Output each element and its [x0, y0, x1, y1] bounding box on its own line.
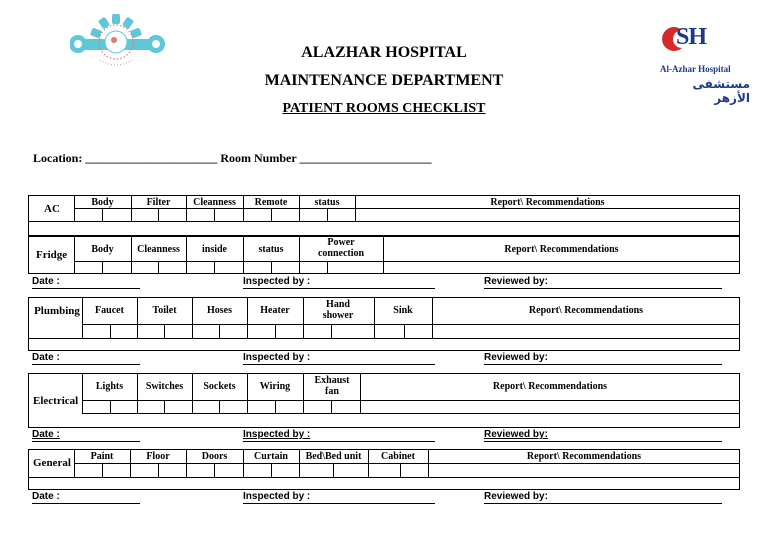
- electrical-col-lights: Lights: [95, 381, 124, 392]
- plumbing-col-hoses: Hoses: [207, 305, 232, 316]
- hospital-logo-name-en: Al-Azhar Hospital: [660, 64, 731, 74]
- ac-col-cleanness: Cleanness: [193, 197, 236, 208]
- date-label: Date :: [32, 276, 60, 287]
- fridge-label: Fridge: [36, 249, 68, 261]
- general-col-curtain: Curtain: [254, 451, 288, 462]
- fridge-col-inside: inside: [201, 244, 227, 255]
- ac-col-status: status: [314, 197, 340, 208]
- reviewed-by-label: Reviewed by:: [484, 276, 548, 287]
- plumbing-col-sink: Sink: [393, 305, 413, 316]
- ac-label: AC: [44, 203, 60, 215]
- general-col-paint: Paint: [90, 451, 114, 462]
- inspected-by-label: Inspected by :: [243, 491, 311, 502]
- plumbing-col-heater: Heater: [260, 305, 290, 316]
- general-label: General: [33, 457, 71, 469]
- footer-row-3: [32, 429, 740, 443]
- general-col-floor: Floor: [146, 451, 170, 462]
- form-title: [0, 101, 768, 117]
- electrical-label: Electrical: [33, 395, 79, 407]
- general-col-bed-unit: Bed\Bed unit: [305, 451, 362, 462]
- fridge-col-power-connection: Power connection: [317, 237, 365, 259]
- ac-report-header: Report\ Recommendations: [490, 197, 605, 208]
- plumbing-col-faucet: Faucet: [95, 305, 124, 316]
- footer-row-4: [32, 491, 740, 505]
- ac-col-body: Body: [91, 197, 114, 208]
- inspected-by-label: Inspected by :: [243, 276, 311, 287]
- general-report-header: Report\ Recommendations: [526, 451, 642, 462]
- location-room-line: Location: ______________________ Room Number ______________________: [33, 151, 432, 165]
- inspected-by-label: Inspected by :: [243, 352, 311, 363]
- footer-row-1: [32, 276, 740, 290]
- plumbing-col-hand-shower: Hand shower: [322, 299, 354, 321]
- electrical-col-switches: Switches: [145, 381, 184, 392]
- ac-col-remote: Remote: [254, 197, 288, 208]
- hospital-logo-mark: SH: [676, 24, 707, 50]
- reviewed-by-label: Reviewed by:: [484, 352, 548, 363]
- electrical-report-header: Report\ Recommendations: [492, 381, 608, 392]
- reviewed-by-label: Reviewed by:: [484, 429, 548, 440]
- fridge-report-header: Report\ Recommendations: [504, 244, 619, 255]
- inspected-by-label: Inspected by :: [243, 429, 311, 440]
- date-label: Date :: [32, 429, 60, 440]
- fridge-col-body: Body: [91, 244, 114, 255]
- electrical-col-exhaust-fan: Exhaust fan: [314, 375, 350, 397]
- plumbing-label: Plumbing: [34, 305, 80, 317]
- reviewed-by-label: Reviewed by:: [484, 491, 548, 502]
- electrical-col-wiring: Wiring: [259, 381, 291, 392]
- general-col-cabinet: Cabinet: [381, 451, 415, 462]
- fridge-col-cleanness: Cleanness: [137, 244, 180, 255]
- department-title: MAINTENANCE DEPARTMENT: [264, 72, 504, 89]
- fridge-table: [28, 236, 740, 274]
- ac-col-filter: Filter: [146, 197, 171, 208]
- footer-row-2: [32, 352, 740, 366]
- plumbing-report-header: Report\ Recommendations: [528, 305, 644, 316]
- form-title-text: PATIENT ROOMS CHECKLIST: [282, 101, 486, 116]
- plumbing-col-toilet: Toilet: [152, 305, 177, 316]
- hospital-title: ALAZHAR HOSPITAL: [301, 44, 467, 61]
- date-label: Date :: [32, 352, 60, 363]
- maintenance-logo: [70, 12, 165, 74]
- electrical-col-sockets: Sockets: [203, 381, 236, 392]
- fridge-col-status: status: [258, 244, 284, 255]
- date-label: Date :: [32, 491, 60, 502]
- hospital-logo-name-ar: مستشفى الأزهر: [692, 77, 750, 105]
- hospital-logo: [650, 22, 750, 105]
- general-col-doors: Doors: [201, 451, 228, 462]
